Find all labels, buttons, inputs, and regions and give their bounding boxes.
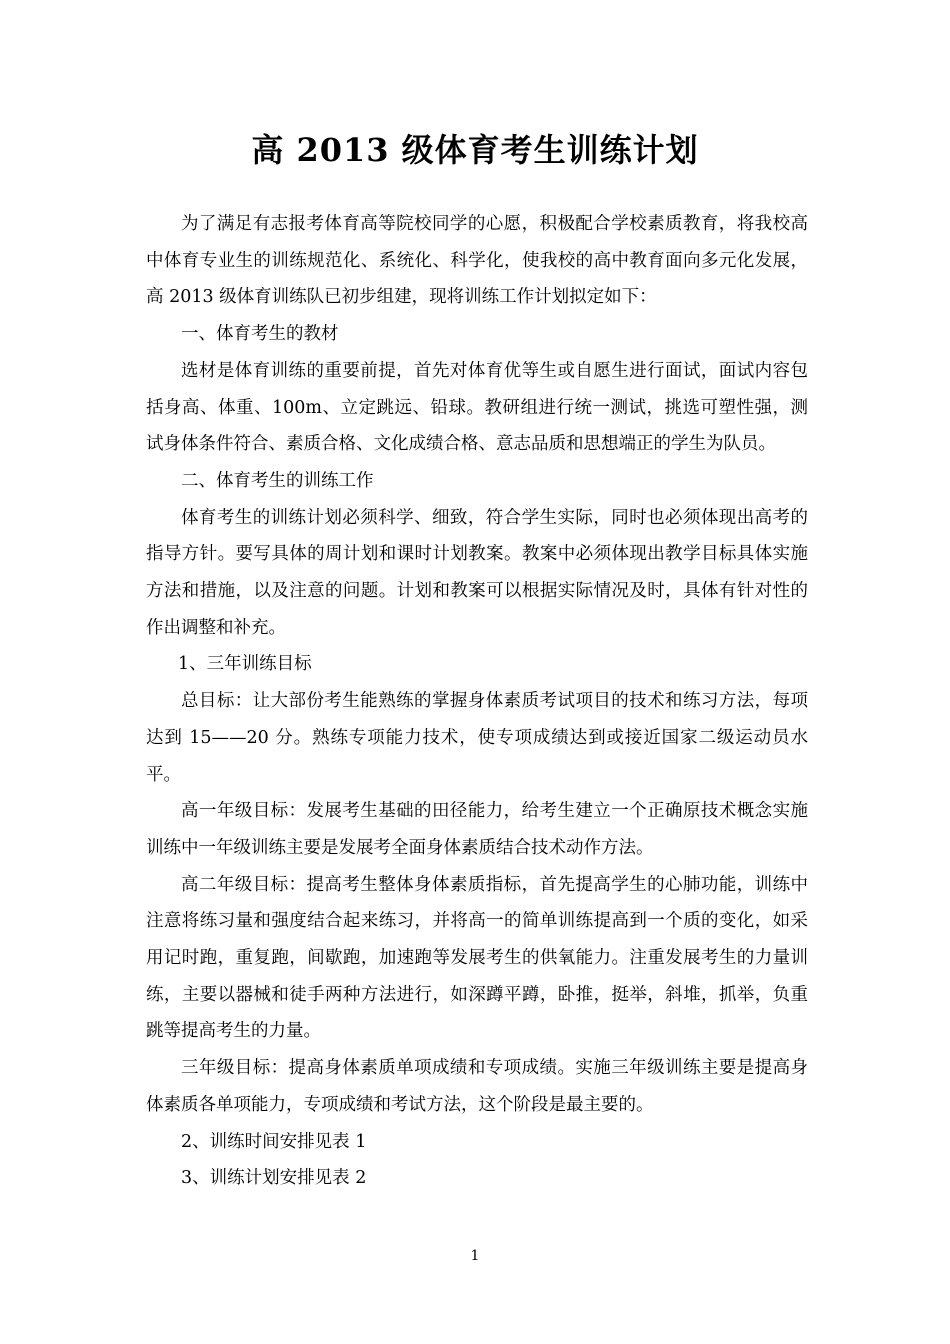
section-heading-materials: 一、体育考生的教材: [181, 324, 339, 345]
selection-paragraph: 选材是体育训练的重要前提，首先对体育优等生或自愿生进行面试，面试内容包括身高、体重、100m、立定跳远、铅球。教研组进行统一测试，挑选可塑性强，测试身体条件符合、素质合格、文化成绩合格、意志品质和思想端正的学生为队员。: [146, 360, 808, 455]
section-heading-training-work: 二、体育考生的训练工作: [181, 470, 374, 491]
grade2-goal-paragraph: 高二年级目标：提高考生整体身体素质指标，首先提高学生的心肺功能，训练中注意将练习量和强度结合起来练习，并将高一的简单训练提高到一个质的变化，如采用记时跑，重复跑，间歇跑，加速跑等发展考生的供氧能力。注重发展考生的力量训练，主要以器械和徒手两种方法进行，如深蹲平蹲，卧推，挺举，斜堆，抓举，负重跳等提高考生的力量。: [146, 874, 808, 1042]
grade3-goal-paragraph: 三年级目标：提高身体素质单项成绩和专项成绩。实施三年级训练主要是提高身体素质各单项能力，专项成绩和考试方法，这个阶段是最主要的。: [146, 1058, 808, 1115]
page-number: 1: [470, 1248, 480, 1264]
item-heading-plan: 3、训练计划安排见表 2: [181, 1168, 367, 1189]
intro-paragraph: 为了满足有志报考体育高等院校同学的心愿，积极配合学校素质教育，将我校高中体育专业生的训练规范化、系统化、科学化，使我校的高中教育面向多元化发展，高 2013 级体育训练队已初步组建，现将训练工作计划拟定如下：: [146, 214, 808, 308]
document-body: [146, 206, 808, 1197]
document-title: 高 2013 级体育考生训练计划: [251, 131, 699, 169]
overall-goal-paragraph: 总目标：让大部份考生能熟练的掌握身体素质考试项目的技术和练习方法，每项达到 15——20 分。熟练专项能力技术，使专项成绩达到或接近国家二级运动员水平。: [146, 691, 808, 785]
item-heading-schedule: 2、训练时间安排见表 1: [181, 1131, 367, 1152]
item-heading-three-year-goals: 1、三年训练目标: [178, 654, 312, 675]
training-plan-paragraph: 体育考生的训练计划必须科学、细致，符合学生实际，同时也必须体现出高考的指导方针。要写具体的周计划和课时计划教案。教案中必须体现出教学目标具体实施方法和措施，以及注意的问题。计划和教案可以根据实际情况及时，具体有针对性的作出调整和补充。: [146, 507, 808, 638]
grade1-goal-paragraph: 高一年级目标：发展考生基础的田径能力，给考生建立一个正确原技术概念实施训练中一年级训练主要是发展考全面身体素质结合技术动作方法。: [146, 801, 808, 858]
